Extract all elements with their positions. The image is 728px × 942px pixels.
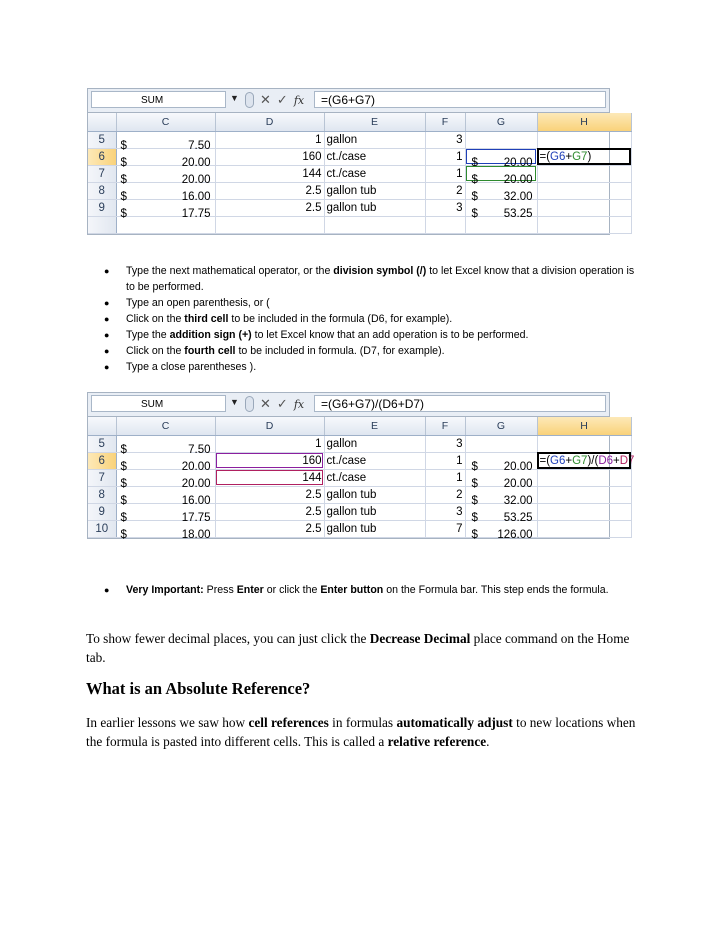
- cell-g7-referenced[interactable]: [465, 165, 537, 186]
- cell-e[interactable]: gallon: [324, 435, 425, 452]
- cell-e[interactable]: gallon tub: [324, 503, 425, 520]
- formula-bar-buttons: [241, 395, 315, 413]
- cell-f[interactable]: 1: [425, 469, 465, 486]
- cell-d[interactable]: 1: [215, 435, 324, 452]
- row-header[interactable]: 9: [88, 503, 116, 520]
- cell-c[interactable]: [116, 452, 215, 473]
- cell-g[interactable]: [465, 469, 537, 490]
- row-header[interactable]: 6: [88, 148, 116, 165]
- cell-value: 53.25: [503, 207, 533, 220]
- column-header[interactable]: F: [425, 113, 465, 131]
- cell-h[interactable]: [537, 486, 631, 503]
- row-header[interactable]: 8: [88, 486, 116, 503]
- cell-h[interactable]: [537, 131, 631, 148]
- cell-f[interactable]: 3: [425, 199, 465, 216]
- cell-value: 20.00: [181, 156, 211, 169]
- currency-symbol: $: [471, 528, 478, 541]
- cell-f[interactable]: 1: [425, 148, 465, 165]
- cell-value: 16.00: [181, 494, 211, 507]
- cell-d[interactable]: 1: [215, 131, 324, 148]
- paragraph-relative-reference: In earlier lessons we saw how cell references in formulas automatically adjust to new locations when the formula is pasted into different cells. This is called a relative reference.: [86, 715, 636, 749]
- cell-c[interactable]: [116, 131, 215, 152]
- cell-f[interactable]: [425, 216, 465, 233]
- table-row: [88, 165, 631, 182]
- cell-g[interactable]: [465, 452, 537, 473]
- edit-text: =(G6+G7)/(D6+D7: [539, 454, 635, 467]
- cell-value: 17.75: [181, 207, 211, 220]
- cell-value: 126.00: [497, 528, 533, 541]
- currency-symbol: $: [120, 477, 127, 490]
- column-header[interactable]: C: [116, 113, 215, 131]
- cell-value: 20.00: [503, 173, 533, 186]
- cell-e[interactable]: gallon tub: [324, 520, 425, 537]
- column-header[interactable]: G: [465, 417, 537, 435]
- cell-e[interactable]: gallon tub: [324, 199, 425, 216]
- cell-d6-referenced[interactable]: 160: [215, 452, 324, 469]
- dropdown-arrow-icon[interactable]: ▼: [230, 93, 239, 103]
- column-header[interactable]: D: [215, 113, 324, 131]
- list-item: ● Click on the third cell to be included in the formula (D6, for example).: [104, 311, 644, 327]
- currency-symbol: $: [120, 528, 127, 541]
- cell-d[interactable]: 2.5: [215, 503, 324, 520]
- section-heading: What is an Absolute Reference?: [86, 679, 311, 698]
- currency-symbol: $: [120, 494, 127, 507]
- cell-e[interactable]: gallon tub: [324, 486, 425, 503]
- cell-g[interactable]: [465, 520, 537, 541]
- active-cell-h6[interactable]: [537, 452, 635, 469]
- cell-c[interactable]: [116, 503, 215, 524]
- column-header-row: [88, 113, 631, 131]
- cell-value: 20.00: [181, 460, 211, 473]
- currency-symbol: $: [471, 207, 478, 220]
- cell-e[interactable]: ct./case: [324, 165, 425, 182]
- cell-f[interactable]: 3: [425, 131, 465, 148]
- cell-c[interactable]: [116, 165, 215, 186]
- list-item: ● Type an open parenthesis, or (: [104, 295, 644, 311]
- currency-symbol: $: [120, 207, 127, 220]
- cell-f[interactable]: 1: [425, 165, 465, 182]
- cell-g[interactable]: [465, 503, 537, 524]
- instruction-list: [104, 582, 624, 598]
- instruction-list: [104, 263, 644, 375]
- select-all-corner[interactable]: [88, 113, 116, 131]
- cancel-icon[interactable]: ✕: [260, 396, 271, 411]
- currency-symbol: $: [120, 173, 127, 186]
- cell-g[interactable]: [465, 182, 537, 203]
- cell-g[interactable]: [465, 199, 537, 220]
- cell-value: 18.00: [181, 528, 211, 541]
- currency-symbol: $: [471, 494, 478, 507]
- paragraph-decrease-decimal: To show fewer decimal places, you can just click the Decrease Decimal place command on the Home tab.: [86, 631, 630, 665]
- cell-g[interactable]: [465, 435, 537, 452]
- row-header[interactable]: 8: [88, 182, 116, 199]
- cell-g[interactable]: [465, 486, 537, 507]
- currency-symbol: $: [471, 460, 478, 473]
- grip-icon: [245, 92, 254, 108]
- cell-e[interactable]: ct./case: [324, 452, 425, 469]
- table-row: [88, 182, 631, 199]
- column-header[interactable]: H: [537, 113, 631, 131]
- cell-c[interactable]: [116, 182, 215, 203]
- column-header[interactable]: H: [537, 417, 631, 435]
- row-header[interactable]: 6: [88, 452, 116, 469]
- active-cell-h6[interactable]: [537, 148, 631, 165]
- table-row: [88, 199, 631, 216]
- grip-icon: [245, 396, 254, 412]
- cell-value: 32.00: [503, 190, 533, 203]
- spreadsheet-grid: [88, 113, 632, 234]
- table-row: [88, 435, 631, 452]
- row-header[interactable]: 7: [88, 165, 116, 182]
- dropdown-arrow-icon[interactable]: ▼: [230, 397, 239, 407]
- cell-f[interactable]: 3: [425, 503, 465, 520]
- cell-value: 20.00: [181, 477, 211, 490]
- enter-check-icon[interactable]: ✓: [276, 396, 288, 411]
- currency-symbol: $: [471, 190, 478, 203]
- currency-symbol: $: [120, 139, 127, 152]
- cell-d[interactable]: 144: [215, 165, 324, 182]
- row-header[interactable]: 9: [88, 199, 116, 216]
- cell-d[interactable]: 2.5: [215, 520, 324, 537]
- row-header[interactable]: 5: [88, 131, 116, 148]
- list-item: ● Click on the fourth cell to be included in formula. (D7, for example).: [104, 343, 644, 359]
- cell-d[interactable]: [215, 216, 324, 233]
- currency-symbol: $: [471, 477, 478, 490]
- table-row: [88, 452, 631, 469]
- column-header[interactable]: E: [324, 417, 425, 435]
- cell-d[interactable]: 2.5: [215, 182, 324, 199]
- currency-symbol: $: [471, 173, 478, 186]
- list-item: ● Type the next mathematical operator, or the division symbol (/) to let Excel know that a division operation is to be performed.: [104, 263, 644, 295]
- cell-f[interactable]: 2: [425, 182, 465, 199]
- cancel-icon[interactable]: ✕: [260, 92, 271, 107]
- column-header[interactable]: C: [116, 417, 215, 435]
- currency-symbol: $: [471, 511, 478, 524]
- column-header-row: [88, 417, 631, 435]
- cell-c[interactable]: [116, 435, 215, 456]
- cell-d[interactable]: 2.5: [215, 486, 324, 503]
- cell-e[interactable]: gallon: [324, 131, 425, 148]
- table-row: [88, 216, 631, 233]
- cell-d[interactable]: 2.5: [215, 199, 324, 216]
- cell-e[interactable]: [324, 216, 425, 233]
- cell-c[interactable]: [116, 469, 215, 490]
- list-item: ● Type the addition sign (+) to let Excel know that an add operation is to be performed.: [104, 327, 644, 343]
- cell-f[interactable]: 2: [425, 486, 465, 503]
- currency-symbol: $: [120, 511, 127, 524]
- spreadsheet-grid: [88, 417, 635, 541]
- cell-e[interactable]: ct./case: [324, 469, 425, 486]
- cell-f[interactable]: 1: [425, 452, 465, 469]
- column-header[interactable]: E: [324, 113, 425, 131]
- cell-c[interactable]: [116, 520, 215, 541]
- cell-h[interactable]: [537, 199, 631, 216]
- cell-value: 20.00: [503, 477, 533, 490]
- cell-value: 16.00: [181, 190, 211, 203]
- formula-input[interactable]: =(G6+G7)/(D6+D7): [314, 395, 606, 412]
- cell-h[interactable]: [537, 435, 631, 452]
- column-header[interactable]: G: [465, 113, 537, 131]
- enter-check-icon[interactable]: ✓: [276, 92, 288, 107]
- currency-symbol: $: [120, 460, 127, 473]
- cell-d[interactable]: 160: [215, 148, 324, 165]
- cell-e[interactable]: ct./case: [324, 148, 425, 165]
- cell-value: 20.00: [503, 460, 533, 473]
- currency-symbol: $: [471, 156, 478, 169]
- cell-c[interactable]: [116, 148, 215, 169]
- excel-screenshot-2: [87, 392, 635, 541]
- table-row: [88, 469, 631, 486]
- currency-symbol: $: [120, 190, 127, 203]
- cell-value: 20.00: [503, 156, 533, 169]
- cell-d7-referenced[interactable]: 144: [215, 469, 324, 486]
- table-row: [88, 486, 631, 503]
- formula-input[interactable]: =(G6+G7): [314, 91, 606, 108]
- cell-f[interactable]: 7: [425, 520, 465, 537]
- cell-f[interactable]: 3: [425, 435, 465, 452]
- row-header[interactable]: 10: [88, 520, 116, 537]
- insert-function-icon[interactable]: fx: [293, 93, 305, 107]
- cell-value: 32.00: [503, 494, 533, 507]
- currency-symbol: $: [120, 156, 127, 169]
- row-header[interactable]: [88, 216, 116, 233]
- edit-text: =(G6+G7): [539, 150, 592, 163]
- excel-screenshot-1: [87, 88, 610, 235]
- name-box[interactable]: SUM: [91, 395, 226, 412]
- cell-value: 53.25: [503, 511, 533, 524]
- cell-h[interactable]: [537, 165, 631, 182]
- formula-bar: [88, 89, 609, 113]
- cell-value: 7.50: [188, 443, 211, 456]
- cell-h[interactable]: [537, 503, 631, 520]
- table-row: [88, 148, 631, 165]
- cell-e[interactable]: gallon tub: [324, 182, 425, 199]
- formula-bar: [88, 393, 609, 417]
- cell-value: 20.00: [181, 173, 211, 186]
- cell-h[interactable]: [537, 216, 631, 233]
- formula-bar-buttons: [241, 91, 315, 109]
- insert-function-icon[interactable]: fx: [293, 397, 305, 411]
- select-all-corner[interactable]: [88, 417, 116, 435]
- cell-h[interactable]: [537, 182, 631, 199]
- name-box[interactable]: SUM: [91, 91, 226, 108]
- column-header[interactable]: D: [215, 417, 324, 435]
- list-item: ● Type a close parentheses ).: [104, 359, 644, 375]
- column-header[interactable]: F: [425, 417, 465, 435]
- cell-h[interactable]: [537, 469, 631, 486]
- cell-g6-referenced[interactable]: [465, 148, 537, 169]
- row-header[interactable]: 7: [88, 469, 116, 486]
- table-row: [88, 503, 631, 520]
- cell-c[interactable]: [116, 199, 215, 220]
- cell-value: 7.50: [188, 139, 211, 152]
- table-row: [88, 520, 631, 537]
- table-row: [88, 131, 631, 148]
- cell-value: 17.75: [181, 511, 211, 524]
- list-item: ● Very Important: Press Enter or click the Enter button on the Formula bar. This step ends the formula.: [104, 582, 624, 598]
- cell-g[interactable]: [465, 131, 537, 148]
- cell-h[interactable]: [537, 520, 631, 537]
- currency-symbol: $: [120, 443, 127, 456]
- cell-c[interactable]: [116, 486, 215, 507]
- row-header[interactable]: 5: [88, 435, 116, 452]
